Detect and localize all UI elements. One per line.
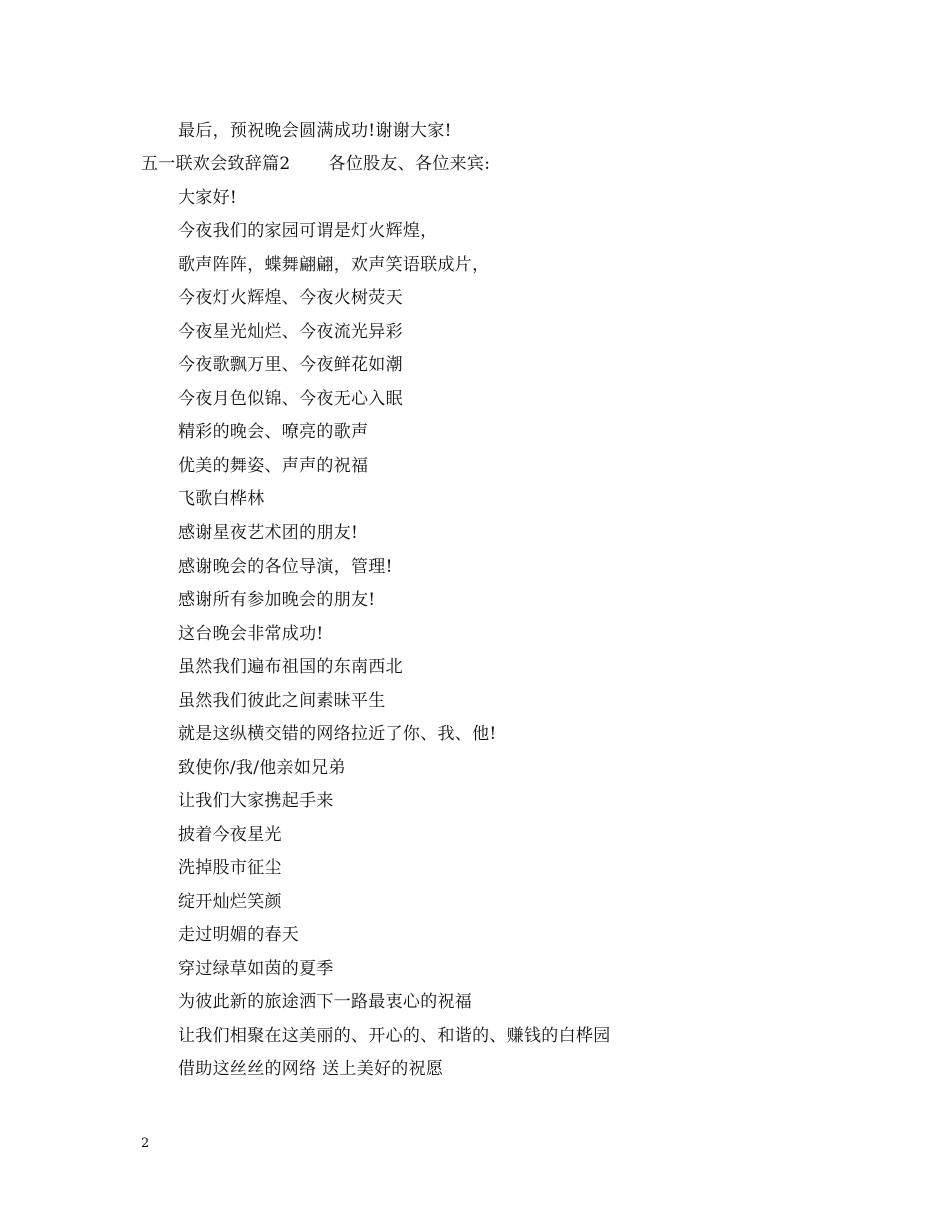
body-line: 这台晚会非常成功! [178, 624, 324, 644]
body-line: 精彩的晚会、嘹亮的歌声 [178, 422, 369, 442]
section-heading [141, 153, 490, 175]
body-line: 飞歌白桦林 [178, 489, 265, 509]
body-line: 走过明媚的春天 [178, 925, 300, 945]
body-line: 为彼此新的旅途洒下一路最衷心的祝福 [178, 992, 473, 1012]
salutation: 各位股友、各位来宾: [328, 154, 491, 174]
closing-line: 最后，预祝晚会圆满成功!谢谢大家! [178, 121, 452, 141]
body-line: 披着今夜星光 [178, 825, 282, 845]
body-line: 让我们相聚在这美丽的、开心的、和谐的、赚钱的白桦园 [178, 1026, 611, 1046]
body-line: 让我们大家携起手来 [178, 791, 334, 811]
body-line: 绽开灿烂笑颜 [178, 892, 282, 912]
body-line: 今夜月色似锦、今夜无心入眠 [178, 389, 403, 409]
body-line: 优美的舞姿、声声的祝福 [178, 456, 369, 476]
body-line: 洗掉股市征尘 [178, 858, 282, 878]
body-line: 虽然我们彼此之间素昧平生 [178, 691, 386, 711]
body-line: 感谢星夜艺术团的朋友! [178, 523, 359, 543]
body-line: 大家好! [178, 188, 238, 208]
body-line: 穿过绿草如茵的夏季 [178, 959, 334, 979]
body-line: 歌声阵阵，蝶舞翩翩，欢声笑语联成片， [178, 255, 490, 275]
body-line: 今夜歌飘万里、今夜鲜花如潮 [178, 355, 403, 375]
body-line: 致使你/我/他亲如兄弟 [178, 758, 346, 778]
body-line: 虽然我们遍布祖国的东南西北 [178, 657, 403, 677]
page-number: 2 [141, 1136, 150, 1151]
body-line: 就是这纵横交错的网络拉近了你、我、他! [178, 724, 497, 744]
body-line: 借助这丝丝的网络 送上美好的祝愿 [178, 1059, 444, 1079]
section-title: 五一联欢会致辞篇2 [141, 154, 291, 174]
body-line: 感谢所有参加晚会的朋友! [178, 590, 376, 610]
body-line: 今夜我们的家园可谓是灯火辉煌， [178, 221, 438, 241]
body-line: 今夜星光灿烂、今夜流光异彩 [178, 322, 403, 342]
body-line: 感谢晚会的各位导演，管理! [178, 557, 393, 577]
body-line: 今夜灯火辉煌、今夜火树荧天 [178, 288, 403, 308]
